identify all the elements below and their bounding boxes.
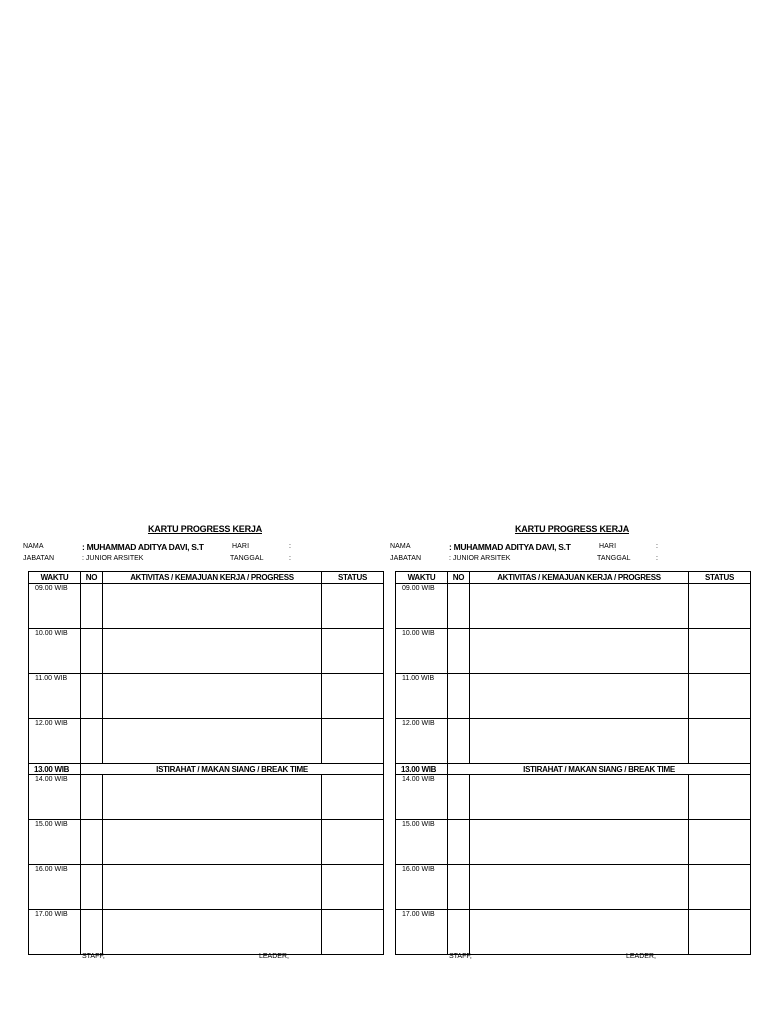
time-cell: 14.00 WIB	[29, 775, 81, 820]
time-slot-row	[396, 674, 751, 719]
activity-cell[interactable]	[470, 674, 689, 719]
header-row	[29, 572, 384, 584]
break-time-cell: 13.00 WIB	[29, 764, 81, 775]
activity-cell[interactable]	[470, 865, 689, 910]
time-cell: 09.00 WIB	[29, 584, 81, 629]
status-cell[interactable]	[322, 820, 384, 865]
activity-cell[interactable]	[470, 910, 689, 955]
time-cell: 15.00 WIB	[396, 820, 448, 865]
status-cell[interactable]	[689, 719, 751, 764]
status-cell[interactable]	[689, 629, 751, 674]
status-cell[interactable]	[689, 910, 751, 955]
jabatan-label: JABATAN	[23, 555, 55, 562]
tanggal-label: TANGGAL	[597, 555, 631, 562]
jabatan-label: JABATAN	[390, 555, 422, 562]
time-slot-row	[29, 629, 384, 674]
time-cell: 10.00 WIB	[29, 629, 81, 674]
break-time-cell: 13.00 WIB	[396, 764, 448, 775]
time-cell: 17.00 WIB	[396, 910, 448, 955]
status-cell[interactable]	[689, 584, 751, 629]
time-slot-row	[396, 775, 751, 820]
jabatan-value: : JUNIOR ARSITEK	[449, 555, 511, 562]
time-cell: 16.00 WIB	[396, 865, 448, 910]
activity-cell[interactable]	[103, 674, 322, 719]
time-cell: 14.00 WIB	[396, 775, 448, 820]
hari-label: HARI	[232, 543, 250, 550]
time-slot-row	[396, 719, 751, 764]
activity-cell[interactable]	[470, 775, 689, 820]
jabatan-value: : JUNIOR ARSITEK	[82, 555, 144, 562]
time-slot-row	[29, 820, 384, 865]
time-slot-row	[29, 719, 384, 764]
no-cell[interactable]	[448, 719, 470, 764]
tanggal-label: TANGGAL	[230, 555, 264, 562]
status-cell[interactable]	[322, 910, 384, 955]
card-title: KARTU PROGRESS KERJA	[514, 524, 629, 534]
activity-cell[interactable]	[470, 719, 689, 764]
time-cell: 11.00 WIB	[396, 674, 448, 719]
progress-table	[395, 571, 751, 955]
time-cell: 12.00 WIB	[29, 719, 81, 764]
status-cell[interactable]	[689, 820, 751, 865]
activity-cell[interactable]	[470, 820, 689, 865]
header-no: NO	[448, 572, 470, 584]
time-cell: 12.00 WIB	[396, 719, 448, 764]
time-cell: 16.00 WIB	[29, 865, 81, 910]
time-slot-row	[29, 674, 384, 719]
status-cell[interactable]	[322, 865, 384, 910]
status-cell[interactable]	[322, 775, 384, 820]
no-cell[interactable]	[81, 910, 103, 955]
no-cell[interactable]	[81, 820, 103, 865]
time-cell: 15.00 WIB	[29, 820, 81, 865]
time-slot-row	[29, 865, 384, 910]
activity-cell[interactable]	[103, 629, 322, 674]
hari-label: HARI	[599, 543, 617, 550]
time-slot-row	[29, 910, 384, 955]
status-cell[interactable]	[322, 629, 384, 674]
no-cell[interactable]	[81, 865, 103, 910]
header-status: STATUS	[689, 572, 751, 584]
header-waktu: WAKTU	[29, 572, 81, 584]
header-aktivitas: AKTIVITAS / KEMAJUAN KERJA / PROGRESS	[470, 572, 689, 584]
activity-cell[interactable]	[103, 719, 322, 764]
header-waktu: WAKTU	[396, 572, 448, 584]
status-cell[interactable]	[322, 584, 384, 629]
status-cell[interactable]	[322, 719, 384, 764]
time-cell: 17.00 WIB	[29, 910, 81, 955]
activity-cell[interactable]	[470, 584, 689, 629]
leader-signature-label: LEADER,	[259, 953, 289, 960]
activity-cell[interactable]	[103, 910, 322, 955]
status-cell[interactable]	[689, 865, 751, 910]
no-cell[interactable]	[81, 584, 103, 629]
no-cell[interactable]	[448, 865, 470, 910]
card-title: KARTU PROGRESS KERJA	[147, 524, 262, 534]
hari-value[interactable]: :	[656, 543, 658, 550]
status-cell[interactable]	[689, 674, 751, 719]
break-label: ISTIRAHAT / MAKAN SIANG / BREAK TIME	[81, 764, 384, 775]
break-row	[396, 764, 751, 775]
no-cell[interactable]	[81, 775, 103, 820]
no-cell[interactable]	[448, 629, 470, 674]
time-slot-row	[396, 584, 751, 629]
time-cell: 11.00 WIB	[29, 674, 81, 719]
no-cell[interactable]	[81, 719, 103, 764]
activity-cell[interactable]	[470, 629, 689, 674]
nama-value: : MUHAMMAD ADITYA DAVI, S.T	[449, 542, 571, 552]
nama-label: NAMA	[390, 543, 411, 550]
no-cell[interactable]	[448, 584, 470, 629]
staff-signature-label: STAFF,	[82, 953, 105, 960]
header-row	[396, 572, 751, 584]
break-row	[29, 764, 384, 775]
leader-signature-label: LEADER,	[626, 953, 656, 960]
time-cell: 10.00 WIB	[396, 629, 448, 674]
no-cell[interactable]	[81, 629, 103, 674]
header-aktivitas: AKTIVITAS / KEMAJUAN KERJA / PROGRESS	[103, 572, 322, 584]
activity-cell[interactable]	[103, 775, 322, 820]
header-status: STATUS	[322, 572, 384, 584]
break-label: ISTIRAHAT / MAKAN SIANG / BREAK TIME	[448, 764, 751, 775]
tanggal-value[interactable]: :	[656, 555, 658, 562]
activity-cell[interactable]	[103, 865, 322, 910]
activity-cell[interactable]	[103, 584, 322, 629]
no-cell[interactable]	[448, 820, 470, 865]
time-slot-row	[396, 910, 751, 955]
activity-cell[interactable]	[103, 820, 322, 865]
no-cell[interactable]	[81, 674, 103, 719]
status-cell[interactable]	[322, 674, 384, 719]
time-slot-row	[29, 584, 384, 629]
nama-value: : MUHAMMAD ADITYA DAVI, S.T	[82, 542, 204, 552]
hari-value[interactable]: :	[289, 543, 291, 550]
time-cell: 09.00 WIB	[396, 584, 448, 629]
no-cell[interactable]	[448, 674, 470, 719]
header-no: NO	[81, 572, 103, 584]
status-cell[interactable]	[689, 775, 751, 820]
time-slot-row	[29, 775, 384, 820]
time-slot-row	[396, 629, 751, 674]
no-cell[interactable]	[448, 775, 470, 820]
progress-table	[28, 571, 384, 955]
tanggal-value[interactable]: :	[289, 555, 291, 562]
staff-signature-label: STAFF,	[449, 953, 472, 960]
nama-label: NAMA	[23, 543, 44, 550]
time-slot-row	[396, 865, 751, 910]
no-cell[interactable]	[448, 910, 470, 955]
time-slot-row	[396, 820, 751, 865]
